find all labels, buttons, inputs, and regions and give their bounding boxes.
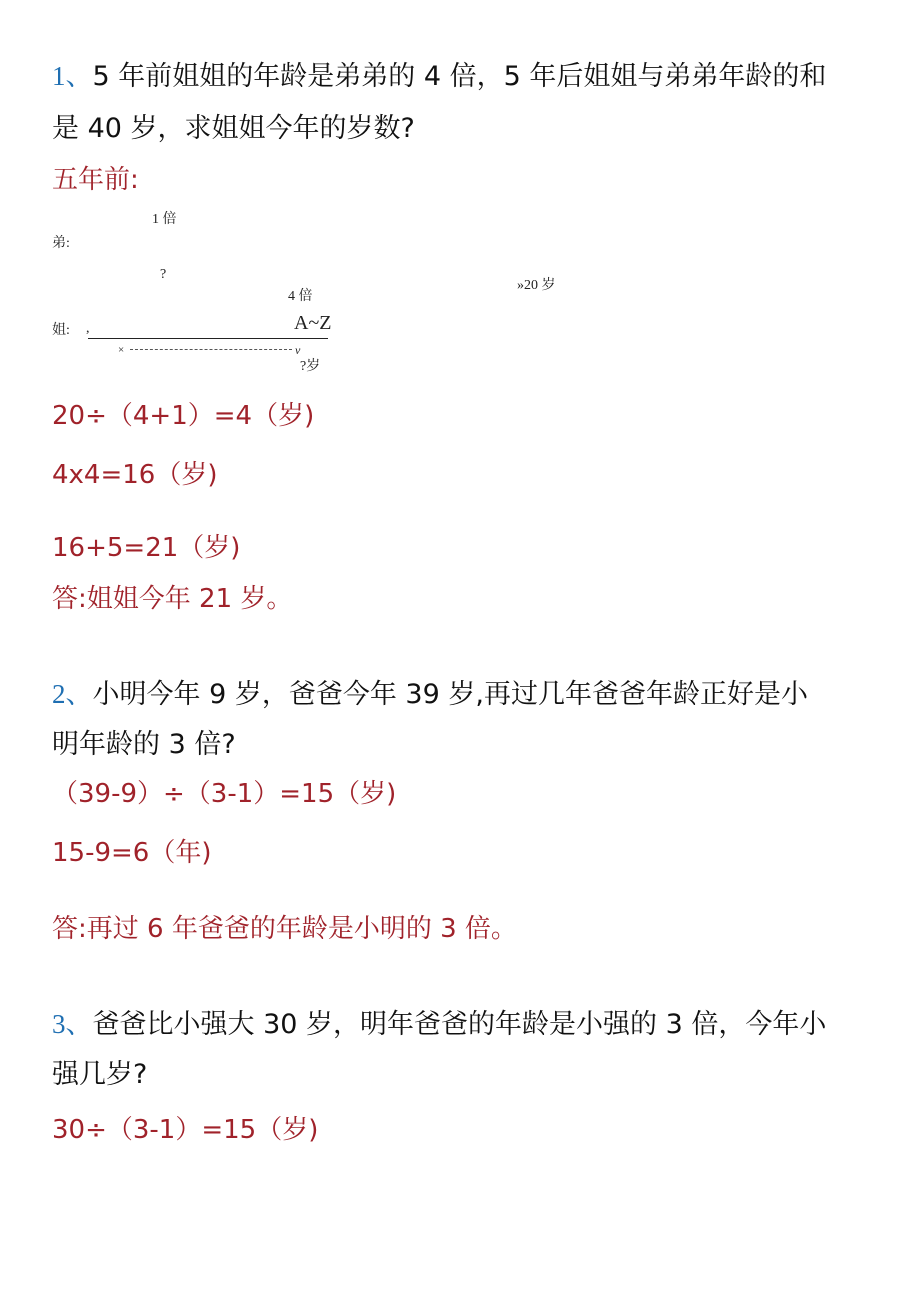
- sister-line: [88, 338, 328, 339]
- label-one-times: 1 倍: [152, 212, 177, 227]
- problem-2-line-1: 2、小明今年 9 岁，爸爸今年 39 岁,再过几年爸爸年龄正好是小: [52, 679, 808, 710]
- label-question-age: ?岁: [300, 359, 321, 374]
- problem-2-text-1: 小明今年 9 岁，爸爸今年 39 岁,再过几年爸爸年龄正好是小: [92, 679, 808, 710]
- problem-1-line-2: 是 40 岁，求姐姐今年的岁数?: [52, 113, 415, 144]
- problem-3-line-2: 强几岁?: [52, 1059, 148, 1090]
- label-brother: 弟:: [52, 236, 70, 251]
- brace-marks: A~Z: [294, 312, 332, 334]
- solution-1-step-2: 4x4=16（岁): [52, 460, 218, 490]
- solution-1-heading: 五年前:: [52, 165, 139, 195]
- problem-3-number: 3: [52, 1009, 66, 1039]
- problem-2-line-2: 明年龄的 3 倍?: [52, 729, 236, 760]
- mark-v: v: [295, 343, 301, 357]
- dashed-line: [130, 349, 292, 350]
- problem-3-line-1: 3、爸爸比小强大 30 岁，明年爸爸的年龄是小强的 3 倍，今年小: [52, 1009, 827, 1040]
- solution-1-step-1: 20÷（4+1）=4（岁): [52, 401, 315, 431]
- label-sister: 姐:: [52, 323, 70, 338]
- solution-1-answer: 答:姐姐今年 21 岁。: [52, 584, 293, 614]
- problem-1-text-1: 5 年前姐姐的年龄是弟弟的 4 倍，5 年后姐姐与弟弟年龄的和: [92, 61, 827, 92]
- mark-x: ×: [118, 344, 125, 356]
- solution-2-answer: 答:再过 6 年爸爸的年龄是小明的 3 倍。: [52, 914, 517, 944]
- mark-comma: ,: [86, 321, 90, 336]
- solution-2-step-2: 15-9=6（年): [52, 838, 212, 868]
- label-total: »20 岁: [517, 278, 556, 293]
- solution-2-step-1: （39-9）÷（3-1）=15（岁): [52, 779, 397, 809]
- problem-1-line-1: 1、5 年前姐姐的年龄是弟弟的 4 倍，5 年后姐姐与弟弟年龄的和: [52, 61, 827, 92]
- label-four-times: 4 倍: [288, 289, 313, 304]
- problem-3-text-1: 爸爸比小强大 30 岁，明年爸爸的年龄是小强的 3 倍，今年小: [92, 1009, 827, 1040]
- solution-1-step-3: 16+5=21（岁): [52, 533, 241, 563]
- label-question: ?: [160, 267, 167, 282]
- solution-3-step-1: 30÷（3-1）=15（岁): [52, 1115, 319, 1145]
- problem-2-number: 2: [52, 679, 66, 709]
- problem-1-number: 1: [52, 61, 66, 91]
